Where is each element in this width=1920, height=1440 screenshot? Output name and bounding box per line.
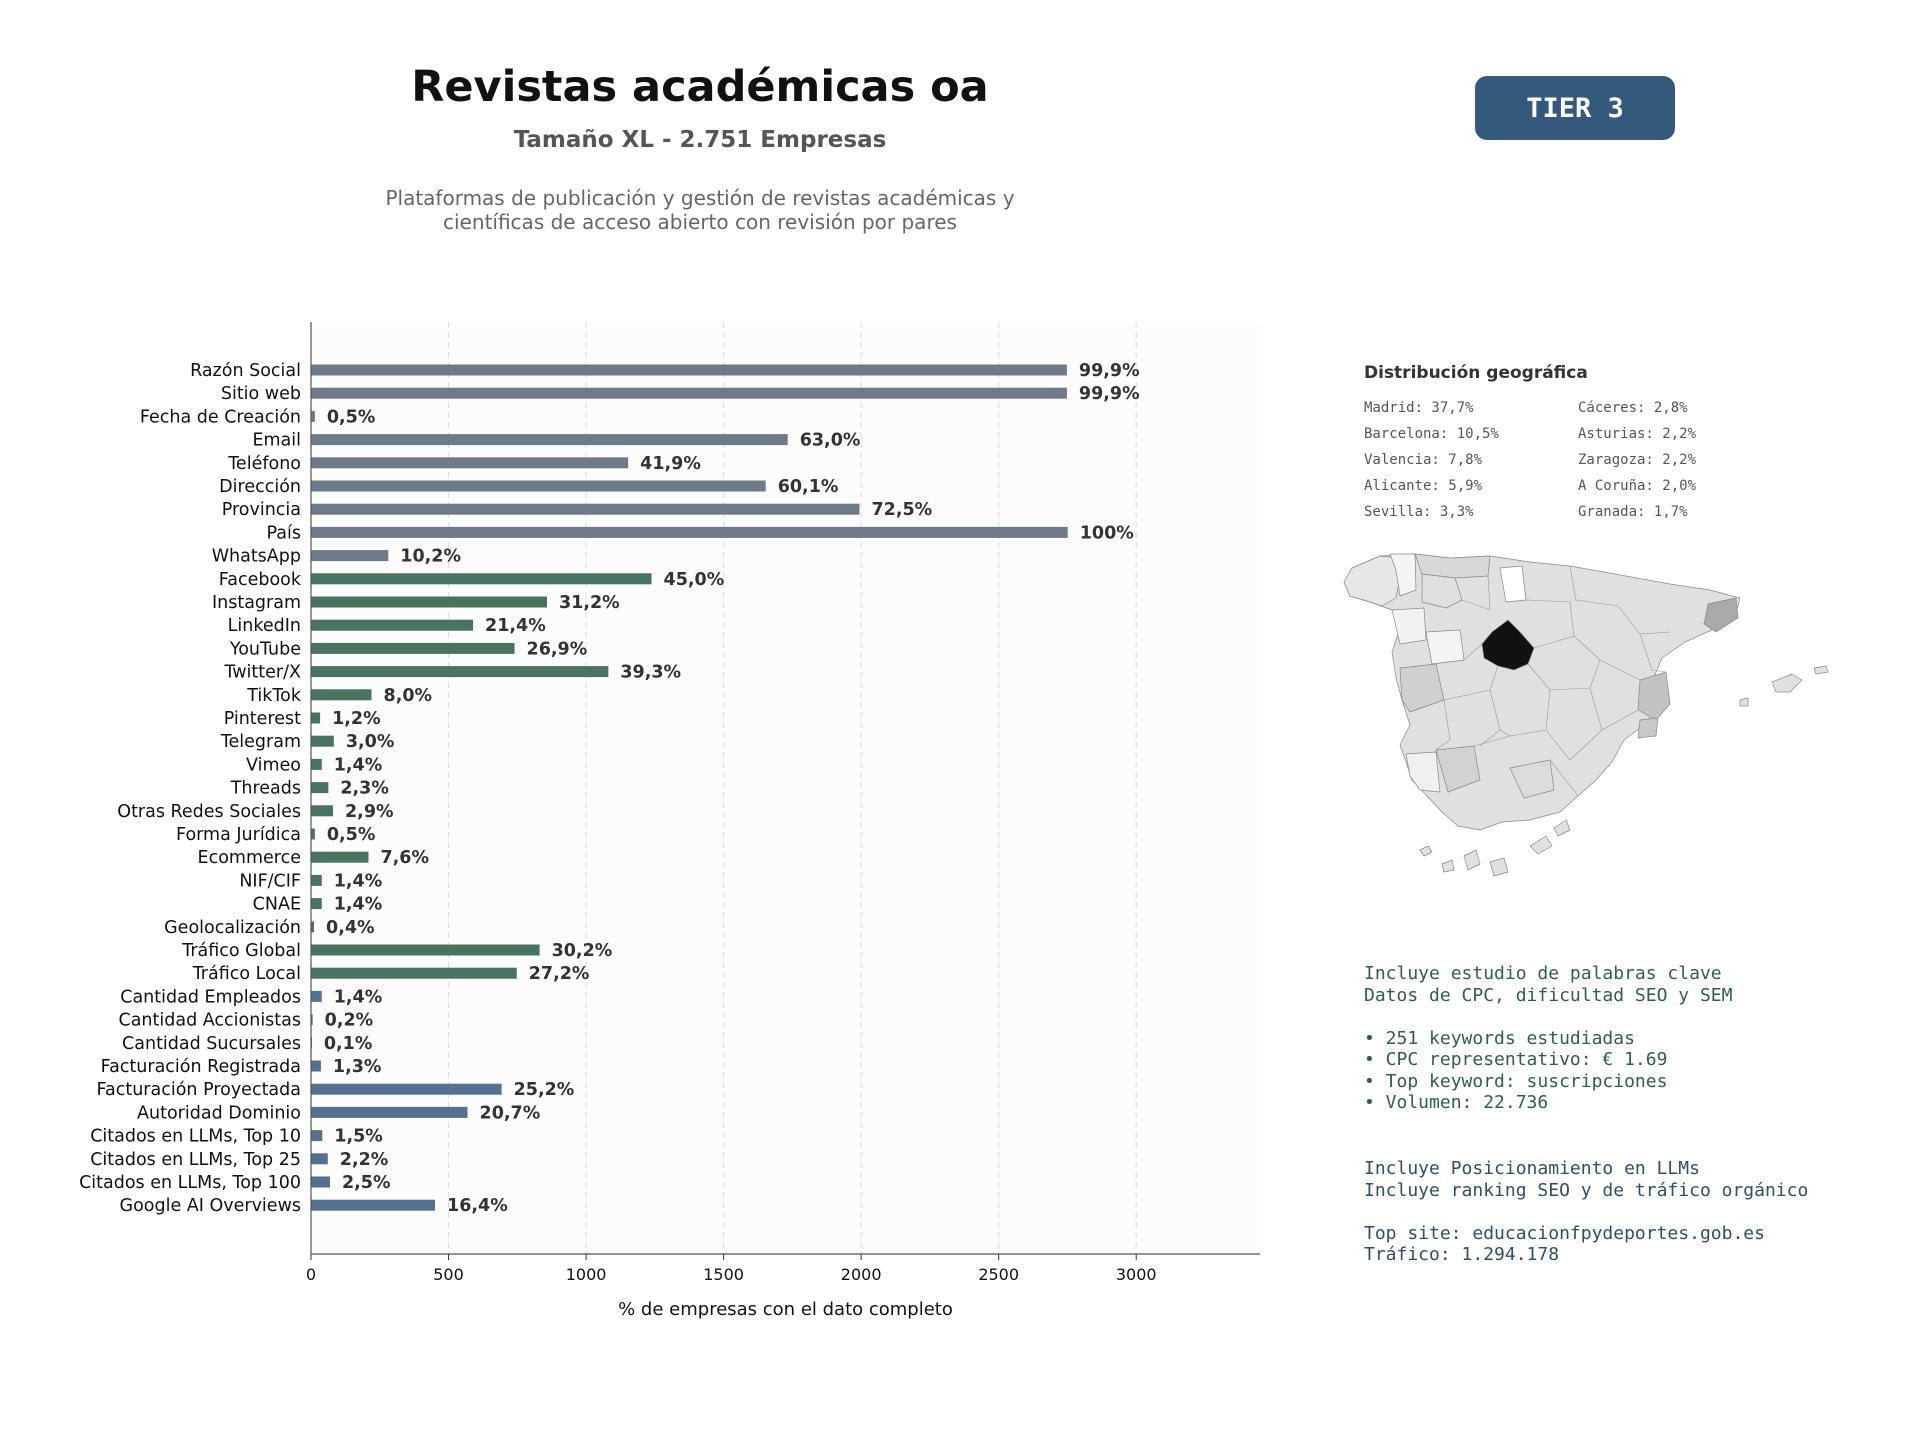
data-label: 31,2%	[559, 593, 620, 613]
data-label: 1,4%	[333, 871, 383, 892]
seo-line: Incluye estudio de palabras clave	[1364, 963, 1722, 984]
x-tick-label: 2000	[840, 1265, 882, 1284]
seo-line: Datos de CPC, dificultad SEO y SEM	[1364, 984, 1733, 1006]
geo-item: Cáceres: 2,8%	[1578, 400, 1688, 416]
data-label: 27,2%	[528, 964, 590, 985]
geo-item: Zaragoza: 2,2%	[1578, 452, 1697, 468]
page-title: Revistas académicas oa	[411, 62, 989, 112]
category-label: Provincia	[221, 500, 301, 521]
data-label: 99,9%	[1078, 361, 1140, 381]
category-label: Forma Jurídica	[176, 825, 301, 845]
bar	[311, 713, 320, 724]
map-region-huelva	[1406, 752, 1440, 792]
category-label: Sitio web	[220, 384, 301, 405]
category-label: Ecommerce	[197, 848, 301, 869]
data-label: 0,2%	[324, 1010, 374, 1031]
bar	[311, 1130, 322, 1141]
geo-item: A Coruña: 2,0%	[1578, 478, 1697, 494]
data-label: 3,0%	[345, 732, 395, 753]
category-label: Threads	[230, 778, 301, 799]
map-baleares-mallorca	[1772, 674, 1802, 692]
x-tick-label: 1500	[703, 1265, 744, 1284]
category-label: Dirección	[219, 477, 301, 497]
category-label: Cantidad Empleados	[120, 987, 301, 1008]
category-label: NIF/CIF	[239, 871, 301, 892]
data-label: 1,4%	[333, 894, 383, 915]
geo-item: Sevilla: 3,3%	[1364, 504, 1474, 520]
bar	[311, 643, 515, 654]
bar	[311, 1084, 502, 1095]
category-label: Autoridad Dominio	[137, 1103, 301, 1124]
bar	[311, 365, 1067, 376]
geo-item: Valencia: 7,8%	[1364, 452, 1483, 468]
data-label: 2,5%	[341, 1173, 391, 1193]
category-label: Facturación Proyectada	[96, 1080, 301, 1101]
data-label: 1,2%	[332, 709, 381, 729]
data-label: 72,5%	[871, 500, 933, 521]
category-label: WhatsApp	[211, 546, 301, 567]
tier-badge: TIER 3	[1475, 76, 1675, 140]
data-label: 63,0%	[799, 430, 861, 451]
x-tick-label: 500	[433, 1265, 464, 1284]
category-label: Twitter/X	[224, 662, 301, 683]
data-label: 2,2%	[339, 1149, 389, 1170]
x-tick-label: 3000	[1115, 1265, 1157, 1284]
bar	[311, 527, 1068, 538]
bar	[311, 1200, 435, 1211]
bar	[311, 1061, 321, 1072]
bar	[311, 759, 322, 770]
seo-bullet: • CPC representativo: € 1.69	[1364, 1049, 1668, 1070]
category-label: Geolocalización	[164, 917, 301, 938]
data-label: 16,4%	[447, 1196, 508, 1217]
map-canarias-5	[1530, 836, 1552, 854]
category-label: LinkedIn	[227, 616, 301, 637]
page-subtitle: Tamaño XL - 2.751 Empresas	[513, 127, 887, 153]
bar	[311, 991, 322, 1002]
map-region-alicante	[1638, 718, 1658, 738]
category-label: Vimeo	[246, 755, 301, 776]
data-label: 7,6%	[380, 848, 430, 869]
llm-line: Top site: educacionfpydeportes.gob.es	[1364, 1222, 1765, 1244]
data-label: 25,2%	[513, 1080, 575, 1101]
data-label: 8,0%	[383, 685, 433, 706]
llm-panel	[1364, 1158, 1808, 1266]
map-canarias-6	[1554, 820, 1570, 836]
category-label: Email	[252, 430, 301, 451]
data-label: 45,0%	[663, 569, 725, 590]
seo-bullet: • Volumen: 22.736	[1364, 1092, 1549, 1113]
data-label: 1,5%	[334, 1126, 383, 1147]
bar	[311, 620, 473, 631]
bar	[311, 898, 322, 909]
data-label: 1,4%	[333, 755, 383, 776]
data-label: 30,2%	[551, 941, 613, 961]
category-label: Razón Social	[190, 361, 301, 381]
category-label: Citados en LLMs, Top 100	[79, 1173, 301, 1193]
map-baleares-ibiza	[1740, 698, 1748, 706]
bar	[311, 875, 322, 886]
category-label: Instagram	[211, 593, 301, 613]
geo-item: Alicante: 5,9%	[1364, 478, 1483, 494]
bar	[311, 689, 372, 700]
category-label: País	[266, 523, 301, 544]
bar	[311, 504, 859, 515]
category-label: Citados en LLMs, Top 25	[90, 1149, 301, 1170]
data-label: 2,3%	[340, 778, 389, 799]
description-line: científicas de acceso abierto con revisión por pares	[443, 210, 957, 234]
llm-line: Incluye Posicionamiento en LLMs	[1364, 1158, 1700, 1179]
bar	[311, 550, 388, 561]
bar	[311, 968, 517, 979]
category-label: Telegram	[220, 732, 301, 753]
bar	[311, 434, 788, 445]
category-label: YouTube	[229, 639, 301, 660]
bar	[311, 736, 334, 747]
data-label: 41,9%	[640, 453, 701, 474]
x-tick-label: 1000	[565, 1265, 607, 1284]
bar	[311, 1107, 468, 1118]
bar	[311, 388, 1067, 399]
data-label: 39,3%	[620, 662, 682, 683]
map-canarias-1	[1420, 846, 1432, 856]
bar	[311, 457, 628, 468]
bar	[311, 945, 540, 956]
seo-bullet: • Top keyword: suscripciones	[1364, 1070, 1668, 1092]
data-label: 99,9%	[1078, 384, 1140, 405]
llm-line: Incluye ranking SEO y de tráfico orgánico	[1364, 1179, 1809, 1201]
x-tick-label: 0	[305, 1265, 317, 1284]
data-label: 1,4%	[333, 987, 383, 1008]
data-label: 0,5%	[326, 825, 376, 845]
spain-map	[1340, 540, 1860, 920]
category-label: TikTok	[247, 685, 301, 706]
map-region-west-central	[1426, 630, 1464, 664]
category-label: Facturación Registrada	[100, 1057, 301, 1077]
x-tick-label: 2500	[978, 1265, 1020, 1284]
seo-panel	[1364, 963, 1732, 1114]
category-label: Cantidad Sucursales	[122, 1033, 301, 1054]
bar	[311, 782, 328, 793]
bar	[311, 1177, 330, 1188]
map-region-galicia	[1344, 556, 1400, 606]
bar	[311, 805, 333, 816]
map-canarias-3	[1464, 850, 1480, 870]
description-line: Plataformas de publicación y gestión de revistas académicas y	[385, 186, 1015, 210]
category-label: Teléfono	[228, 453, 301, 474]
bar	[311, 666, 608, 677]
map-region-valencia	[1638, 672, 1670, 720]
map-baleares-menorca	[1814, 666, 1828, 674]
data-label: 100%	[1079, 523, 1134, 544]
category-label: Citados en LLMs, Top 10	[90, 1126, 301, 1147]
seo-bullet: • 251 keywords estudiadas	[1364, 1027, 1635, 1049]
llm-line: Tráfico: 1.294.178	[1364, 1244, 1560, 1265]
category-label: Otras Redes Sociales	[117, 801, 301, 822]
data-label: 1,3%	[332, 1057, 382, 1077]
data-label: 20,7%	[479, 1103, 541, 1124]
data-label: 21,4%	[485, 616, 546, 637]
category-label: Tráfico Local	[192, 964, 301, 985]
bar	[311, 597, 547, 608]
bar	[311, 573, 652, 584]
geo-item: Madrid: 37,7%	[1364, 400, 1474, 416]
category-label: CNAE	[252, 894, 301, 915]
data-label: 0,4%	[326, 917, 375, 938]
bar	[311, 481, 766, 492]
data-label: 26,9%	[526, 639, 588, 660]
data-label: 0,1%	[323, 1033, 373, 1054]
category-label: Pinterest	[223, 709, 301, 729]
data-label: 2,9%	[345, 801, 394, 822]
category-label: Fecha de Creación	[139, 407, 301, 428]
data-label: 10,2%	[400, 546, 462, 567]
data-label: 60,1%	[777, 477, 839, 497]
bar	[311, 852, 368, 863]
x-axis-title: % de empresas con el dato completo	[618, 1299, 953, 1320]
category-label: Google AI Overviews	[119, 1196, 301, 1217]
geo-item: Barcelona: 10,5%	[1364, 426, 1499, 442]
map-canarias-2	[1442, 860, 1454, 872]
category-label: Cantidad Accionistas	[118, 1010, 301, 1031]
category-label: Facebook	[218, 569, 301, 590]
bar	[311, 1153, 328, 1164]
geo-item: Granada: 1,7%	[1578, 504, 1688, 520]
category-label: Tráfico Global	[182, 941, 301, 961]
geo-item: Asturias: 2,2%	[1578, 426, 1697, 442]
geo-title: Distribución geográfica	[1364, 363, 1588, 383]
map-canarias-4	[1490, 858, 1508, 876]
data-label: 0,5%	[326, 407, 376, 428]
